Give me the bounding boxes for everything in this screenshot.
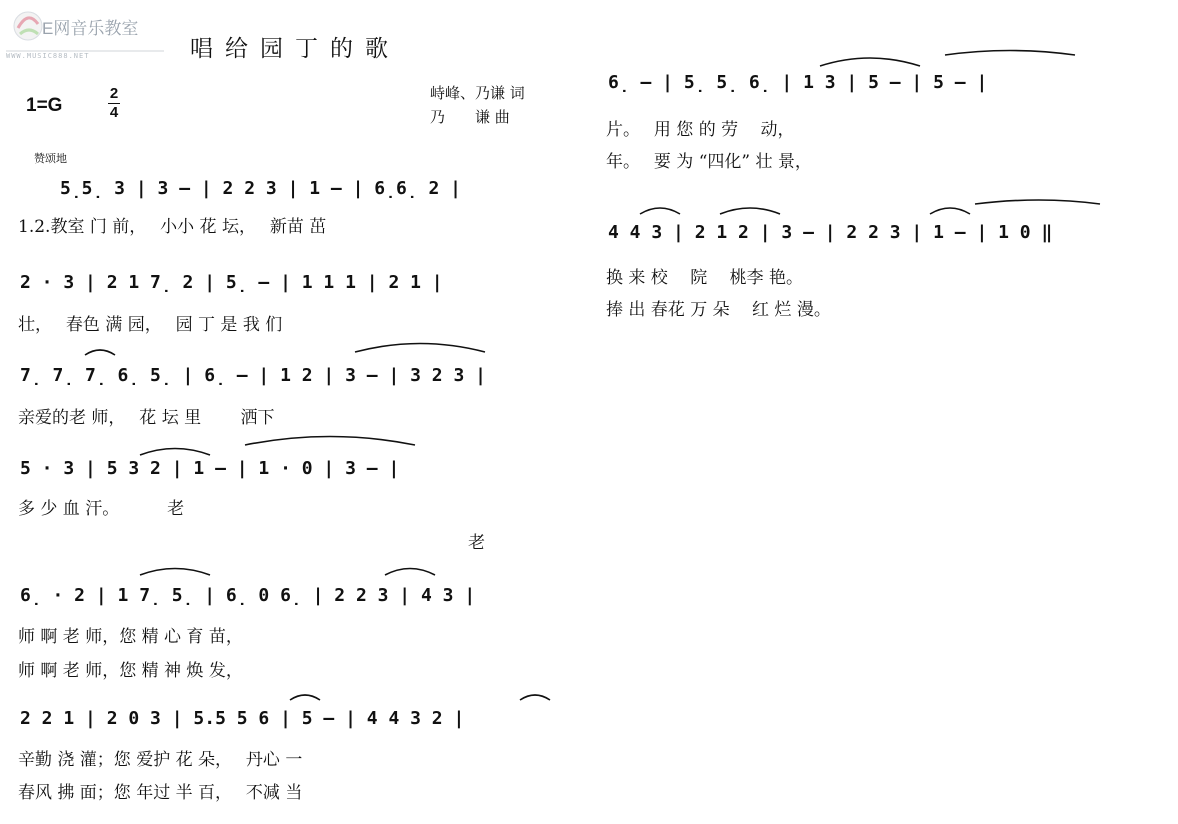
lyric-line: 亲爱的老 师， 花 坛 里 洒下: [18, 408, 275, 428]
lyric-line: 师 啊 老 师，您 精 神 焕 发，: [18, 661, 243, 681]
lyric-line: 片。 用 您 的 劳 动，: [606, 120, 795, 140]
lyric-line: 师 啊 老 师，您 精 心 育 苗，: [18, 627, 243, 647]
slur-arc: [385, 569, 435, 576]
notation-line: 2 2 1 | 2 0 3 | 5.5 5 6 | 5 — | 4 4 3 2 |: [20, 708, 465, 729]
lyric-line: 春风 拂 面；您 年过 半 百， 不减 当: [18, 783, 303, 803]
tempo-marking: 赞颂地: [34, 152, 67, 165]
slur-arc: [290, 695, 320, 700]
notation-line: 5̣5̣ 3 | 3 — | 2 2 3 | 1 — | 6̣6̣ 2 |: [60, 178, 461, 199]
lyric-line: 老: [468, 533, 485, 553]
notation-line: 6̣ — | 5̣ 5̣ 6̣ | 1 3 | 5 — | 5 — |: [608, 72, 988, 93]
notation-line: 2 · 3 | 2 1 7̣ 2 | 5̣ — | 1 1 1 | 2 1 |: [20, 272, 443, 293]
notation-line: 4 4 3 | 2 1 2 | 3 — | 2 2 3 | 1 — | 1 0 ‖: [608, 222, 1053, 243]
slur-arc: [930, 208, 970, 214]
slur-arc: [140, 449, 210, 456]
notation-line: 5 · 3 | 5 3 2 | 1 — | 1 · 0 | 3 — |: [20, 458, 400, 479]
lyric-line: 换 来 校 院 桃李 艳。: [606, 268, 804, 288]
key-signature: 1=G: [26, 95, 63, 116]
slur-arc: [945, 51, 1075, 56]
logo-text: E网音乐教室: [42, 19, 139, 38]
slur-arc: [820, 58, 920, 66]
notation-line: 6̣ · 2 | 1 7̣ 5̣ | 6̣ 0 6̣ | 2 2 3 | 4 3 |: [20, 585, 476, 606]
slur-arc: [85, 350, 115, 355]
slur-arc: [355, 344, 485, 353]
slur-arc: [720, 208, 780, 214]
lyricist-credit: 峙峰、乃谦 词: [430, 84, 525, 102]
slur-arc: [245, 437, 415, 446]
logo-url: WWW.MUSIC888.NET: [6, 52, 90, 60]
lyric-line: 多 少 血 汗。 老: [18, 499, 185, 519]
meter-top: 2: [109, 85, 119, 102]
lyric-line: 捧 出 春花 万 朵 红 烂 漫。: [606, 300, 831, 320]
meter-bottom: 4: [109, 104, 119, 121]
lyric-line: 年。 要 为 “四化” 壮 景，: [606, 152, 812, 172]
song-title: 唱给园丁的歌: [190, 36, 400, 62]
notation-line: 7̣ 7̣ 7̣ 6̣ 5̣ | 6̣ — | 1 2 | 3 — | 3 2 3 |: [20, 365, 486, 386]
lyric-line: 壮， 春色 满 园， 园 丁 是 我 们: [18, 315, 283, 335]
lyric-line: 1.2.教室 门 前， 小小 花 坛， 新苗 茁: [18, 217, 327, 237]
slur-arc: [140, 569, 210, 576]
slur-arc: [520, 695, 550, 700]
slur-arc: [640, 208, 680, 214]
lyric-line: 辛勤 浇 灌；您 爱护 花 朵， 丹心 一: [18, 750, 303, 770]
composer-credit: 乃 谦 曲: [430, 108, 510, 126]
slur-arc: [975, 200, 1100, 204]
